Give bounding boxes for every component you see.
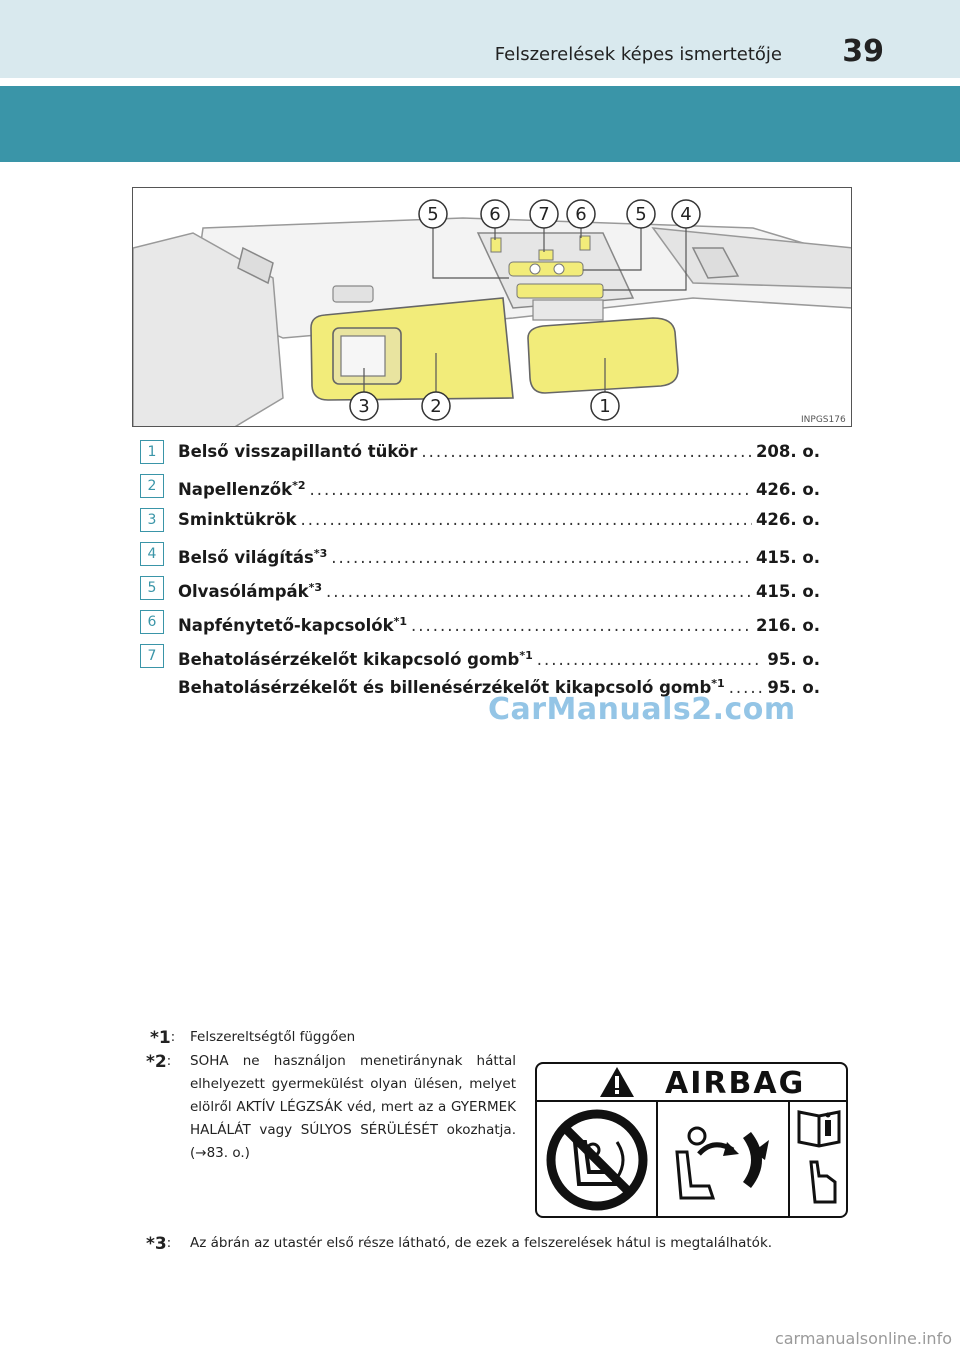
visor-clip: [333, 286, 373, 302]
item-footnote-mark: *3: [313, 547, 328, 560]
item-link[interactable]: [178, 576, 820, 604]
item-link[interactable]: [178, 542, 820, 570]
item-number: 7: [140, 644, 164, 668]
footnote-text: Felszereltségtől függően: [190, 1029, 356, 1045]
airbag-pictograms: [537, 1102, 848, 1218]
read-manual-icon: [799, 1112, 839, 1202]
footnote-2: [146, 1050, 516, 1180]
item-label: Belső világítás$^{*3}$: [178, 547, 328, 567]
item-label: Behatolásérzékelőt és billenésérzékelőt kikapcsoló gomb$^{*1}$: [178, 677, 725, 697]
item-footnote-mark: *1: [393, 615, 408, 628]
callout-label: 2: [430, 396, 442, 417]
no-child-seat-icon: [551, 1114, 643, 1206]
airbag-deploy-icon: [677, 1128, 769, 1198]
header-title: Felszerelések képes ismertetője: [494, 44, 782, 65]
item-page: 415. o.: [755, 582, 820, 601]
item-label: Belső visszapillantó tükör: [178, 442, 418, 461]
list-item: [140, 440, 820, 474]
item-page: 415. o.: [755, 548, 820, 567]
callout-label: 3: [358, 396, 370, 417]
sunroof-switch-left: [491, 238, 501, 252]
item-link[interactable]: [178, 644, 820, 672]
reading-lamps: [509, 262, 583, 276]
interior-light: [517, 284, 603, 298]
item-page: 426. o.: [755, 510, 820, 529]
callout-label: 6: [489, 204, 501, 225]
callout-label: 5: [427, 204, 439, 225]
item-label: Behatolásérzékelőt kikapcsoló gomb$^{*1}$: [178, 649, 533, 669]
item-link[interactable]: [178, 610, 820, 638]
item-link[interactable]: [178, 474, 820, 502]
callout-label: 5: [635, 204, 647, 225]
item-footnote-mark: *1: [519, 649, 533, 662]
footnote-text: SOHA ne használjon menetiránynak háttal elhelyezett gyermekülést olyan ülésen, melyet elölről AKTÍV LÉGZSÁK véd, mert az a GYERMEK HALÁLÁT vagy SÚLYOS SÉRÜLÉSÉT okozhatja. (→83. o.): [190, 1053, 516, 1161]
warning-triangle-icon: [597, 1064, 637, 1100]
item-number: 3: [140, 508, 164, 532]
footnote-mark: *3:: [146, 1234, 172, 1254]
list-item: [140, 610, 820, 644]
callout-label: 1: [599, 396, 611, 417]
mirror-mount: [533, 300, 603, 320]
watermark: CarManuals2.com: [488, 692, 796, 727]
footnote-text: Az ábrán az utastér első része látható, de ezek a felszerelések hátul is megtalálhatók.: [190, 1235, 773, 1251]
footnote-mark: *2:: [146, 1052, 172, 1072]
header-band: [0, 86, 960, 162]
item-page: 95. o.: [767, 650, 820, 669]
item-footnote-mark: *3: [308, 581, 323, 594]
footer-watermark: carmanualsonline.info: [774, 1329, 952, 1348]
rear-view-mirror: [528, 318, 678, 393]
callout-label: 6: [575, 204, 587, 225]
figure-code: INPGS176: [801, 415, 846, 425]
leader-dots: [326, 580, 752, 604]
item-footnote-mark: *1: [711, 677, 725, 690]
sunroof-switch-right: [580, 236, 590, 250]
leader-dots: [411, 614, 752, 638]
item-page: 216. o.: [755, 616, 820, 635]
leader-dots: [421, 440, 752, 464]
intrusion-sensor-button: [539, 250, 553, 260]
list-item: [140, 508, 820, 542]
leader-dots: [310, 478, 752, 502]
airbag-title: AIRBAG: [665, 1066, 806, 1101]
item-page: 208. o.: [755, 442, 820, 461]
leader-dots: [331, 546, 752, 570]
item-label: Napellenzők$^{*2}$: [178, 479, 306, 499]
callout-label: 7: [538, 204, 550, 225]
airbag-warning-label: [535, 1062, 848, 1218]
header-strip: [0, 0, 960, 78]
leader-dots: [301, 508, 752, 532]
item-number: 1: [140, 440, 164, 464]
list-item: [140, 576, 820, 610]
item-number: 6: [140, 610, 164, 634]
item-label: Sminktükrök: [178, 510, 297, 529]
leader-dots: [537, 648, 764, 672]
item-page: 95. o.: [767, 678, 820, 697]
footnote-mark: *1:: [150, 1028, 176, 1048]
item-number: 5: [140, 576, 164, 600]
item-number: 2: [140, 474, 164, 498]
airbag-header: [537, 1064, 846, 1102]
list-item: [140, 542, 820, 576]
callout-label: 4: [680, 204, 692, 225]
item-link[interactable]: [178, 440, 820, 464]
item-footnote-mark: *2: [292, 479, 306, 492]
item-label: Napfénytető-kapcsolók$^{*1}$: [178, 615, 408, 635]
list-item: [140, 474, 820, 508]
item-number: 4: [140, 542, 164, 566]
page-number: 39: [842, 34, 884, 69]
item-label: Olvasólámpák$^{*3}$: [178, 581, 323, 601]
interior-illustration: [133, 188, 852, 427]
item-page: 426. o.: [755, 480, 820, 499]
interior-figure: [132, 187, 852, 427]
item-link[interactable]: [178, 508, 820, 532]
